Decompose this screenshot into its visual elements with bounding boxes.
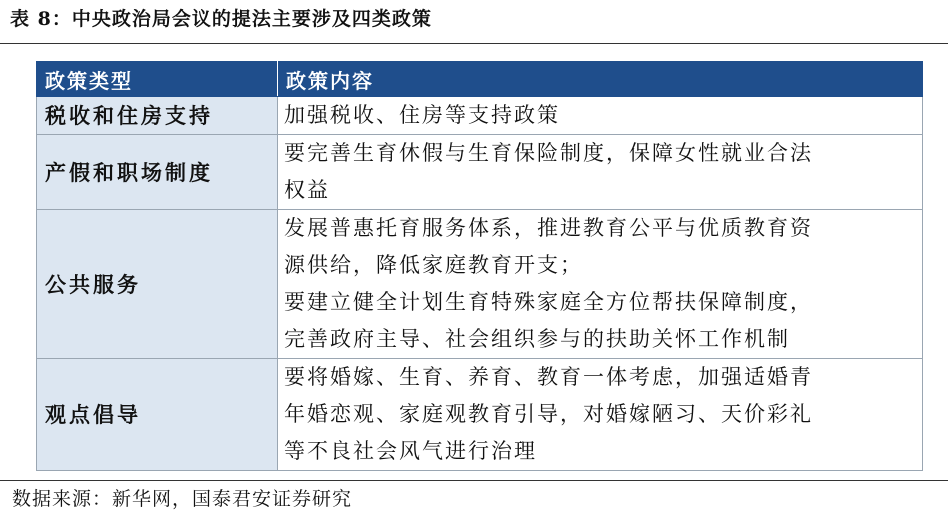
policy-type-cell: 税收和住房支持 <box>37 97 278 135</box>
column-header-type: 政策类型 <box>37 62 278 97</box>
bottom-rule <box>0 480 948 481</box>
content-line: 要完善生育休假与生育保险制度，保障女性就业合法 <box>284 141 813 165</box>
policy-content-cell <box>278 210 923 359</box>
content-line: 完善政府主导、社会组织参与的扶助关怀工作机制 <box>284 327 790 351</box>
top-rule <box>0 43 948 44</box>
content-line: 权益 <box>284 178 330 202</box>
policy-content-cell <box>278 97 923 135</box>
policy-type-cell: 公共服务 <box>37 210 278 359</box>
content-line: 要将婚嫁、生育、养育、教育一体考虑，加强适婚青 <box>284 365 813 389</box>
policy-type-cell: 产假和职场制度 <box>37 135 278 210</box>
table-row <box>37 359 923 471</box>
content-line: 年婚恋观、家庭观教育引导，对婚嫁陋习、天价彩礼 <box>284 402 813 426</box>
table-header-row <box>37 62 923 97</box>
policy-table <box>36 61 923 471</box>
content-line: 源供给，降低家庭教育开支； <box>284 253 583 277</box>
content-line: 要建立健全计划生育特殊家庭全方位帮扶保障制度， <box>284 290 813 314</box>
policy-content-cell <box>278 359 923 471</box>
table-row <box>37 135 923 210</box>
table-row <box>37 97 923 135</box>
policy-content-cell <box>278 135 923 210</box>
content-line: 等不良社会风气进行治理 <box>284 439 537 463</box>
source-note: 数据来源：新华网，国泰君安证券研究 <box>12 488 353 510</box>
content-line: 发展普惠托育服务体系，推进教育公平与优质教育资 <box>284 216 813 240</box>
column-header-content: 政策内容 <box>278 62 923 97</box>
policy-type-cell: 观点倡导 <box>37 359 278 471</box>
content-line: 加强税收、住房等支持政策 <box>284 103 560 127</box>
table-row <box>37 210 923 359</box>
table-caption: 表 8：中央政治局会议的提法主要涉及四类政策 <box>10 8 432 30</box>
